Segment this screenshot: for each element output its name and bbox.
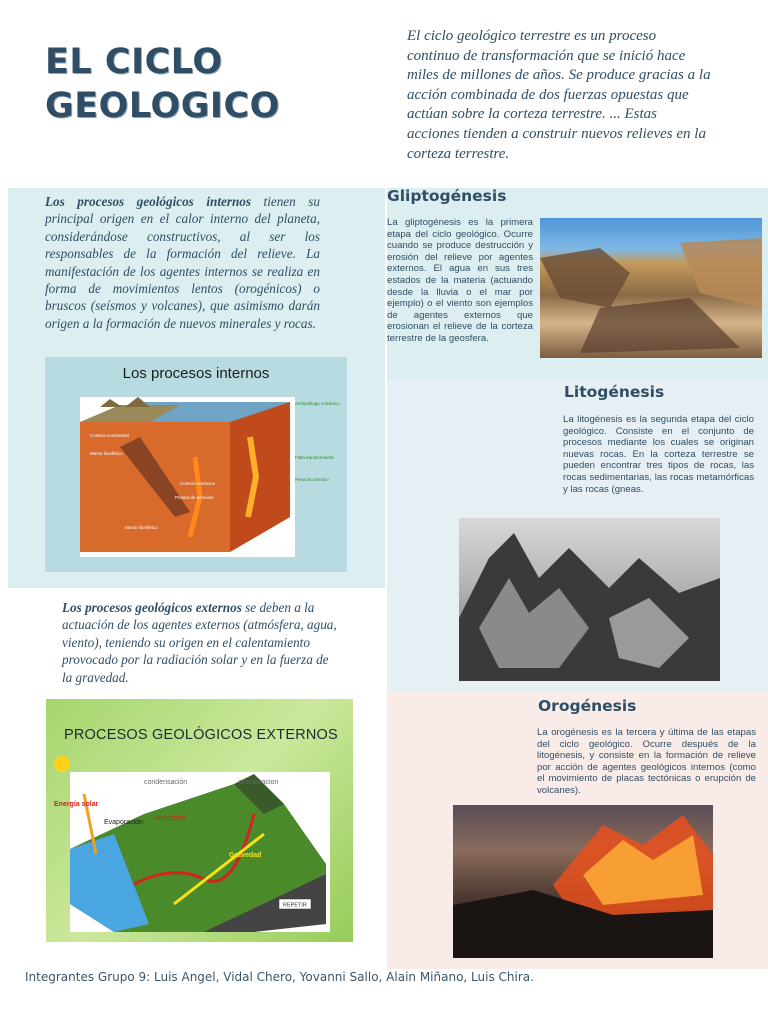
orogenesis-text: La orogénesis es la tercera y última de las etapas del ciclo geológico. Ocurre después de la litogénesis, y consiste en la formación de relieve por acción de agentes geológicos internos (como el movimiento de placas tectónicas o erupción de volcanes). bbox=[537, 727, 756, 796]
diagram-label: Penacho térmico bbox=[295, 477, 329, 482]
diagram-label: Gravedad bbox=[229, 852, 262, 859]
gliptogenesis-title: Gliptogénesis bbox=[387, 187, 507, 205]
orogenesis-title: Orogénesis bbox=[538, 697, 637, 715]
water-cycle-diagram bbox=[54, 754, 346, 934]
diagram-label: precipitacion bbox=[239, 779, 279, 786]
plate-tectonics-diagram bbox=[80, 397, 295, 557]
diagram-label: Energía solar bbox=[54, 801, 99, 808]
gliptogenesis-text: La gliptogénesis es la primera etapa del ciclo geológico. Ocurre cuando se produce destrucción y erosión del relieve por agentes externos. El agua en sus tres estados de la materia (actuando desde la lluvia o el mar por ejemplo) o el viento son ejemplos de agentes externos que erosionan el relieve de la corteza terrestre de la geosfera. bbox=[387, 217, 533, 344]
externos-lead: Los procesos geológicos externos bbox=[62, 600, 242, 615]
internos-text: tienen su principal origen en el calor interno del planeta, considerándose constructivos, al ser los responsables de la formación del relieve. La manifestación de los agentes internos se realiza en forma de movimientos lentos (orogénicos) o bruscos (seísmos y volcanes), que asimismo darán origen a la formación de nuevos minerales y rocas. bbox=[45, 194, 320, 331]
diagram-label: Prisma de acreción bbox=[175, 495, 214, 500]
diagram-label: Manto litosférico bbox=[125, 525, 158, 530]
litogenesis-title: Litogénesis bbox=[564, 383, 665, 401]
internos-image-caption: Los procesos internos bbox=[122, 365, 270, 382]
footer-members: Integrantes Grupo 9: Luis Angel, Vidal Chero, Yovanni Sallo, Alain Miñano, Luis Chira. bbox=[25, 970, 534, 984]
diagram-label: Evaporación bbox=[104, 819, 143, 826]
diagram-label: Atmósfera bbox=[154, 815, 186, 822]
sun-icon bbox=[54, 756, 70, 772]
diagram-label: Corteza oceánica bbox=[180, 481, 216, 486]
litogenesis-text: La litogénesis es la segunda etapa del ciclo geológico. Consiste en el conjunto de procesos mediante los cuales se originan nuevas rocas. En la corteza terrestre se pueden encontrar tres tipos de rocas, las rocas sedimentarias, las rocas metamórficas y las rocas (gneas. bbox=[563, 414, 754, 495]
page-title: EL CICLO GEOLOGICO bbox=[45, 42, 280, 126]
gliptogenesis-image bbox=[540, 218, 762, 358]
diagram-label: Archipiélago volcánico bbox=[295, 401, 340, 406]
internos-lead: Los procesos geológicos internos bbox=[45, 194, 252, 209]
internos-paragraph bbox=[45, 193, 320, 332]
diagram-label: condensación bbox=[144, 779, 188, 786]
externos-text: se deben a la actuación de los agentes externos (atmósfera, agua, viento), teniendo su origen en el calentamiento provocado por la radiación solar y en la fuerza de la gravedad. bbox=[62, 600, 337, 685]
externos-image-caption: PROCESOS GEOLÓGICOS EXTERNOS bbox=[64, 727, 338, 743]
intro-paragraph: El ciclo geológico terrestre es un proceso continuo de transformación que se inició hace miles de millones de años. Se produce gracias a la acción combinada de dos fuerzas opuestas que actúan sobre la corteza terrestre. ... Estas acciones tienden a construir nuevos relieves en la corteza terrestre. bbox=[407, 28, 711, 162]
externos-image bbox=[46, 699, 353, 942]
orogenesis-image bbox=[453, 805, 713, 958]
diagram-label: Corteza continental bbox=[90, 433, 129, 438]
diagram-label: Manto litosférico bbox=[90, 451, 123, 456]
litogenesis-image bbox=[459, 518, 720, 681]
externos-paragraph bbox=[62, 599, 342, 686]
diagram-side-labels bbox=[293, 399, 347, 499]
repetir-label: REPETIR bbox=[283, 902, 307, 909]
diagram-label: Falla transformante bbox=[295, 455, 334, 460]
internos-image bbox=[45, 357, 347, 572]
